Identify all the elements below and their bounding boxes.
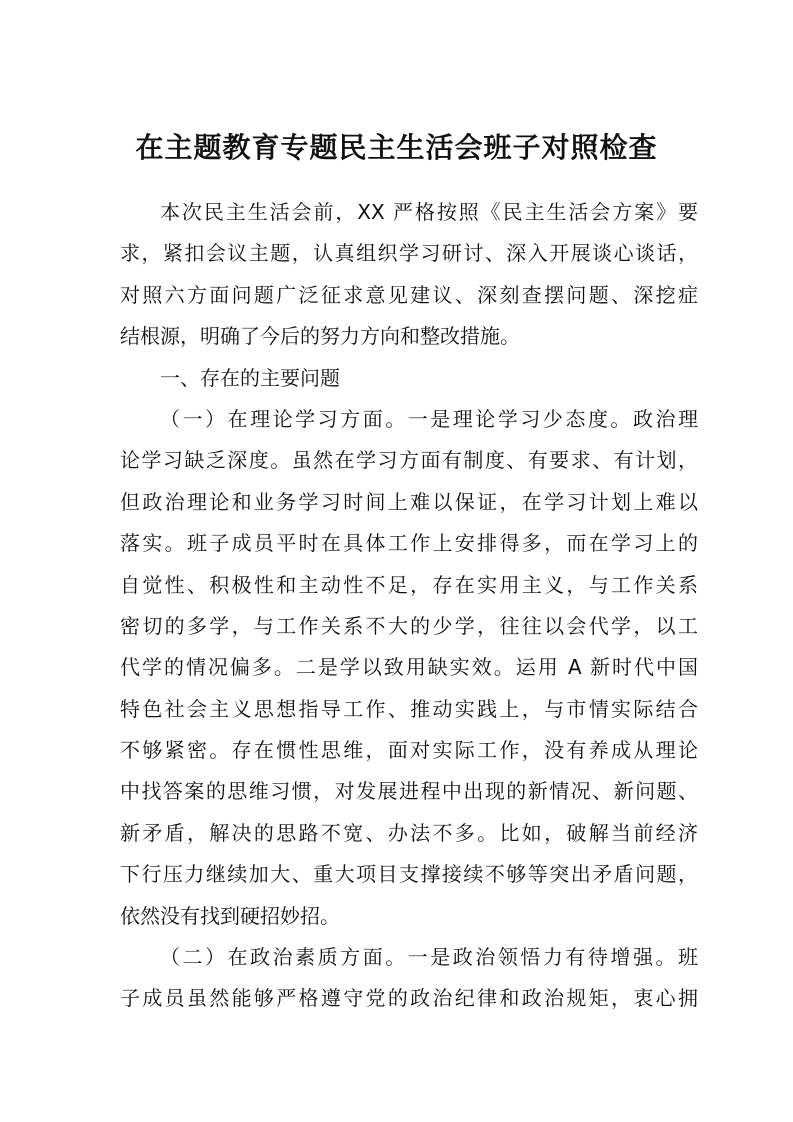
text-line: 密切的多学，与工作关系不大的少学，往往以会代学，以工 xyxy=(120,613,698,638)
text-line: 求，紧扣会议主题，认真组织学习研讨、深入开展谈心谈话， xyxy=(120,241,698,266)
text-line: 中找答案的思维习惯，对发展进程中出现的新情况、新问题、 xyxy=(120,779,698,804)
document-body xyxy=(120,192,698,1020)
text-line: 一、存在的主要问题 xyxy=(160,365,340,390)
document-title: 在主题教育专题民主生活会班子对照检查 xyxy=(135,131,658,164)
paragraph xyxy=(120,399,698,937)
paragraph xyxy=(120,937,698,1020)
text-line: 但政治理论和业务学习时间上难以保证，在学习计划上难以 xyxy=(120,489,698,514)
text-line: 自觉性、积极性和主动性不足，存在实用主义，与工作关系 xyxy=(120,572,698,597)
text-line: 代学的情况偏多。二是学以致用缺实效。运用 A 新时代中国 xyxy=(120,655,698,680)
text-line: 对照六方面问题广泛征求意见建议、深刻查摆问题、深挖症 xyxy=(120,282,698,307)
text-line: （二）在政治素质方面。一是政治领悟力有待增强。班 xyxy=(160,945,698,970)
text-line: 新矛盾，解决的思路不宽、办法不多。比如，破解当前经济 xyxy=(120,820,698,845)
paragraph xyxy=(120,192,698,358)
text-line: 依然没有找到硬招妙招。 xyxy=(120,903,340,928)
text-line: （一）在理论学习方面。一是理论学习少态度。政治理 xyxy=(160,406,698,431)
text-line: 论学习缺乏深度。虽然在学习方面有制度、有要求、有计划， xyxy=(120,448,698,473)
text-line: 不够紧密。存在惯性思维，面对实际工作，没有养成从理论 xyxy=(120,738,698,763)
text-line: 落实。班子成员平时在具体工作上安排得多，而在学习上的 xyxy=(120,531,698,556)
text-line: 结根源，明确了今后的努力方向和整改措施。 xyxy=(120,324,520,349)
section-heading xyxy=(120,358,698,399)
text-line: 下行压力继续加大、重大项目支撑接续不够等突出矛盾问题， xyxy=(120,862,698,887)
text-line: 本次民主生活会前，XX 严格按照《民主生活会方案》要 xyxy=(160,200,698,224)
text-line: 特色社会主义思想指导工作、推动实践上，与市情实际结合 xyxy=(120,696,698,721)
text-line: 子成员虽然能够严格遵守党的政治纪律和政治规矩，衷心拥 xyxy=(120,986,698,1011)
